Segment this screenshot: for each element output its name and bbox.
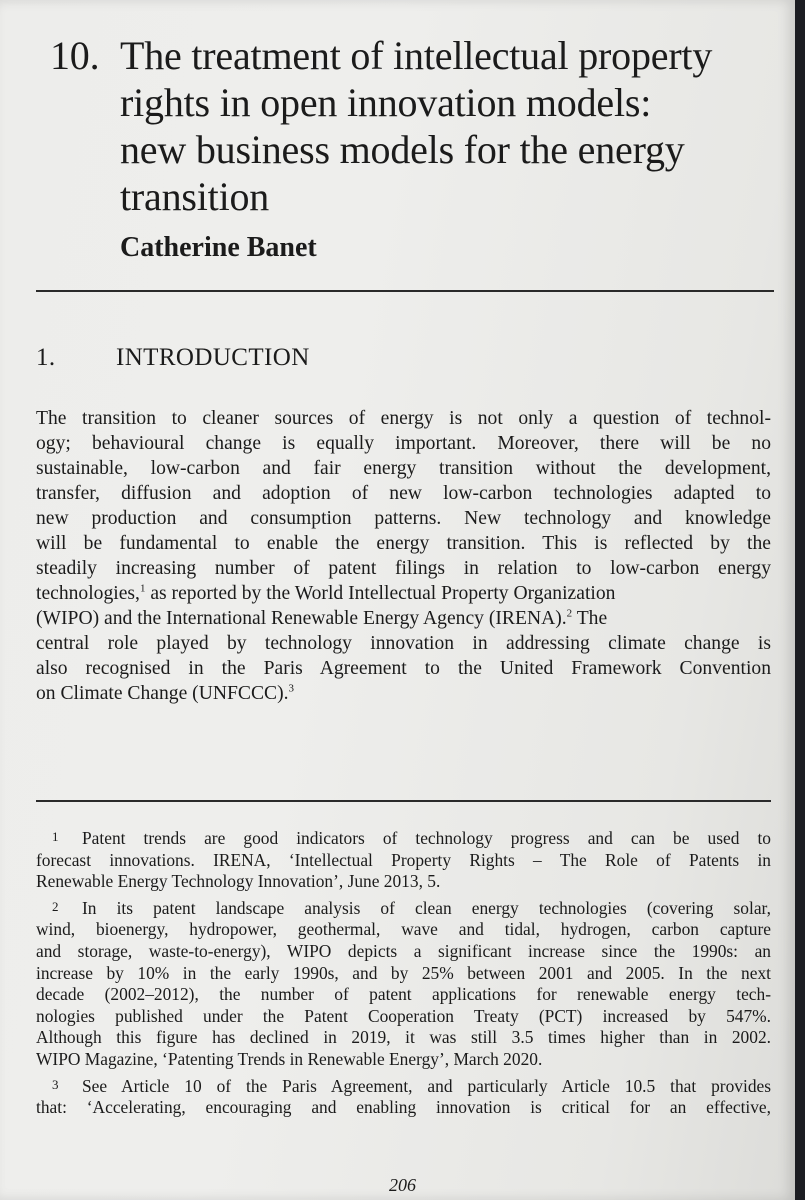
page-number: 206 (389, 1175, 416, 1195)
body-line: on Climate Change (UNFCCC).$^3$ (36, 682, 295, 704)
chapter-title-line: transition (120, 174, 270, 219)
footnote-line: and storage, waste-to-energy), WIPO depicts a significant increase since the 1990s: an (36, 940, 771, 961)
footnote-line: 1 Patent trends are good indicators of technology progress and can be used to (36, 826, 771, 850)
chapter-title-line: 10. The treatment of intellectual property (50, 33, 713, 78)
title-divider (36, 290, 774, 292)
body-line: sustainable, low-carbon and fair energy transition without the development, (36, 458, 771, 479)
footnote-line: increase by 10% in the early 1990s, and by 25% between 2001 and 2005. In the next (36, 962, 771, 983)
section-title: INTRODUCTION (116, 344, 310, 371)
footnote-number: 2 (52, 898, 59, 914)
footnote-2 (36, 896, 771, 1071)
footnote-ref[interactable]: 2 (566, 607, 573, 620)
body-line: ogy; behavioural change is equally important. Moreover, there will be no (36, 433, 771, 454)
chapter-title-line: rights in open innovation models: (120, 80, 652, 125)
footnote-number: 3 (52, 1076, 59, 1092)
body-paragraph (36, 406, 771, 706)
footnote-line: decade (2002–2012), the number of patent applications for renewable energy tech- (36, 984, 771, 1005)
body-line: (WIPO) and the International Renewable Energy Agency (IRENA).$^2$ The (36, 607, 608, 629)
footnote-line: forecast innovations. IRENA, ‘Intellectual Property Rights – The Role of Patents in (36, 849, 771, 870)
body-line: technologies,$^1$ as reported by the World Intellectual Property Organization (36, 582, 616, 604)
footnote-ref[interactable]: 1 (139, 582, 146, 595)
body-line: The transition to cleaner sources of energy is not only a question of technol- (36, 408, 771, 429)
footnote-line: nologies published under the Patent Cooperation Treaty (PCT) increased by 547%. (36, 1005, 771, 1026)
footnote-line: Although this figure has declined in 2019, it was still 3.5 times higher than in 2002. (36, 1027, 771, 1048)
body-line: new production and consumption patterns. New technology and knowledge (36, 508, 771, 529)
footnote-line: 2 In its patent landscape analysis of clean energy technologies (covering solar, (36, 896, 771, 920)
footnote-line: Renewable Energy Technology Innovation’, June 2013, 5. (36, 871, 441, 892)
footnote-1 (36, 826, 771, 893)
body-line: transfer, diffusion and adoption of new low-carbon technologies adapted to (36, 483, 771, 504)
section-number: 1. (36, 344, 56, 371)
body-line: steadily increasing number of patent filings in relation to low-carbon energy (36, 558, 771, 579)
body-line: will be fundamental to enable the energy transition. This is reflected by the (36, 533, 771, 554)
chapter-number: 10. (50, 33, 100, 78)
footnote-number: 1 (52, 829, 59, 844)
section-heading (36, 344, 310, 372)
footnote-line: wind, bioenergy, hydropower, geothermal, wave and tidal, hydrogen, carbon capture (36, 919, 771, 940)
footnote-3 (36, 1074, 771, 1119)
chapter-title (50, 32, 750, 220)
footnote-line: 3 See Article 10 of the Paris Agreement, and particularly Article 10.5 that provides (36, 1074, 771, 1098)
footnote-line: that: ‘Accelerating, encouraging and enabling innovation is critical for an effective, (36, 1097, 771, 1118)
body-line: central role played by technology innovation in addressing climate change is (36, 633, 771, 654)
author-name: Catherine Banet (120, 232, 317, 263)
footnote-ref[interactable]: 3 (288, 682, 295, 695)
footnotes (36, 826, 771, 1122)
footnote-line: WIPO Magazine, ‘Patenting Trends in Renewable Energy’, March 2020. (36, 1048, 543, 1069)
footnote-divider (36, 800, 771, 802)
chapter-title-line: new business models for the energy (120, 127, 685, 172)
body-line: also recognised in the Paris Agreement to the United Framework Convention (36, 658, 771, 679)
